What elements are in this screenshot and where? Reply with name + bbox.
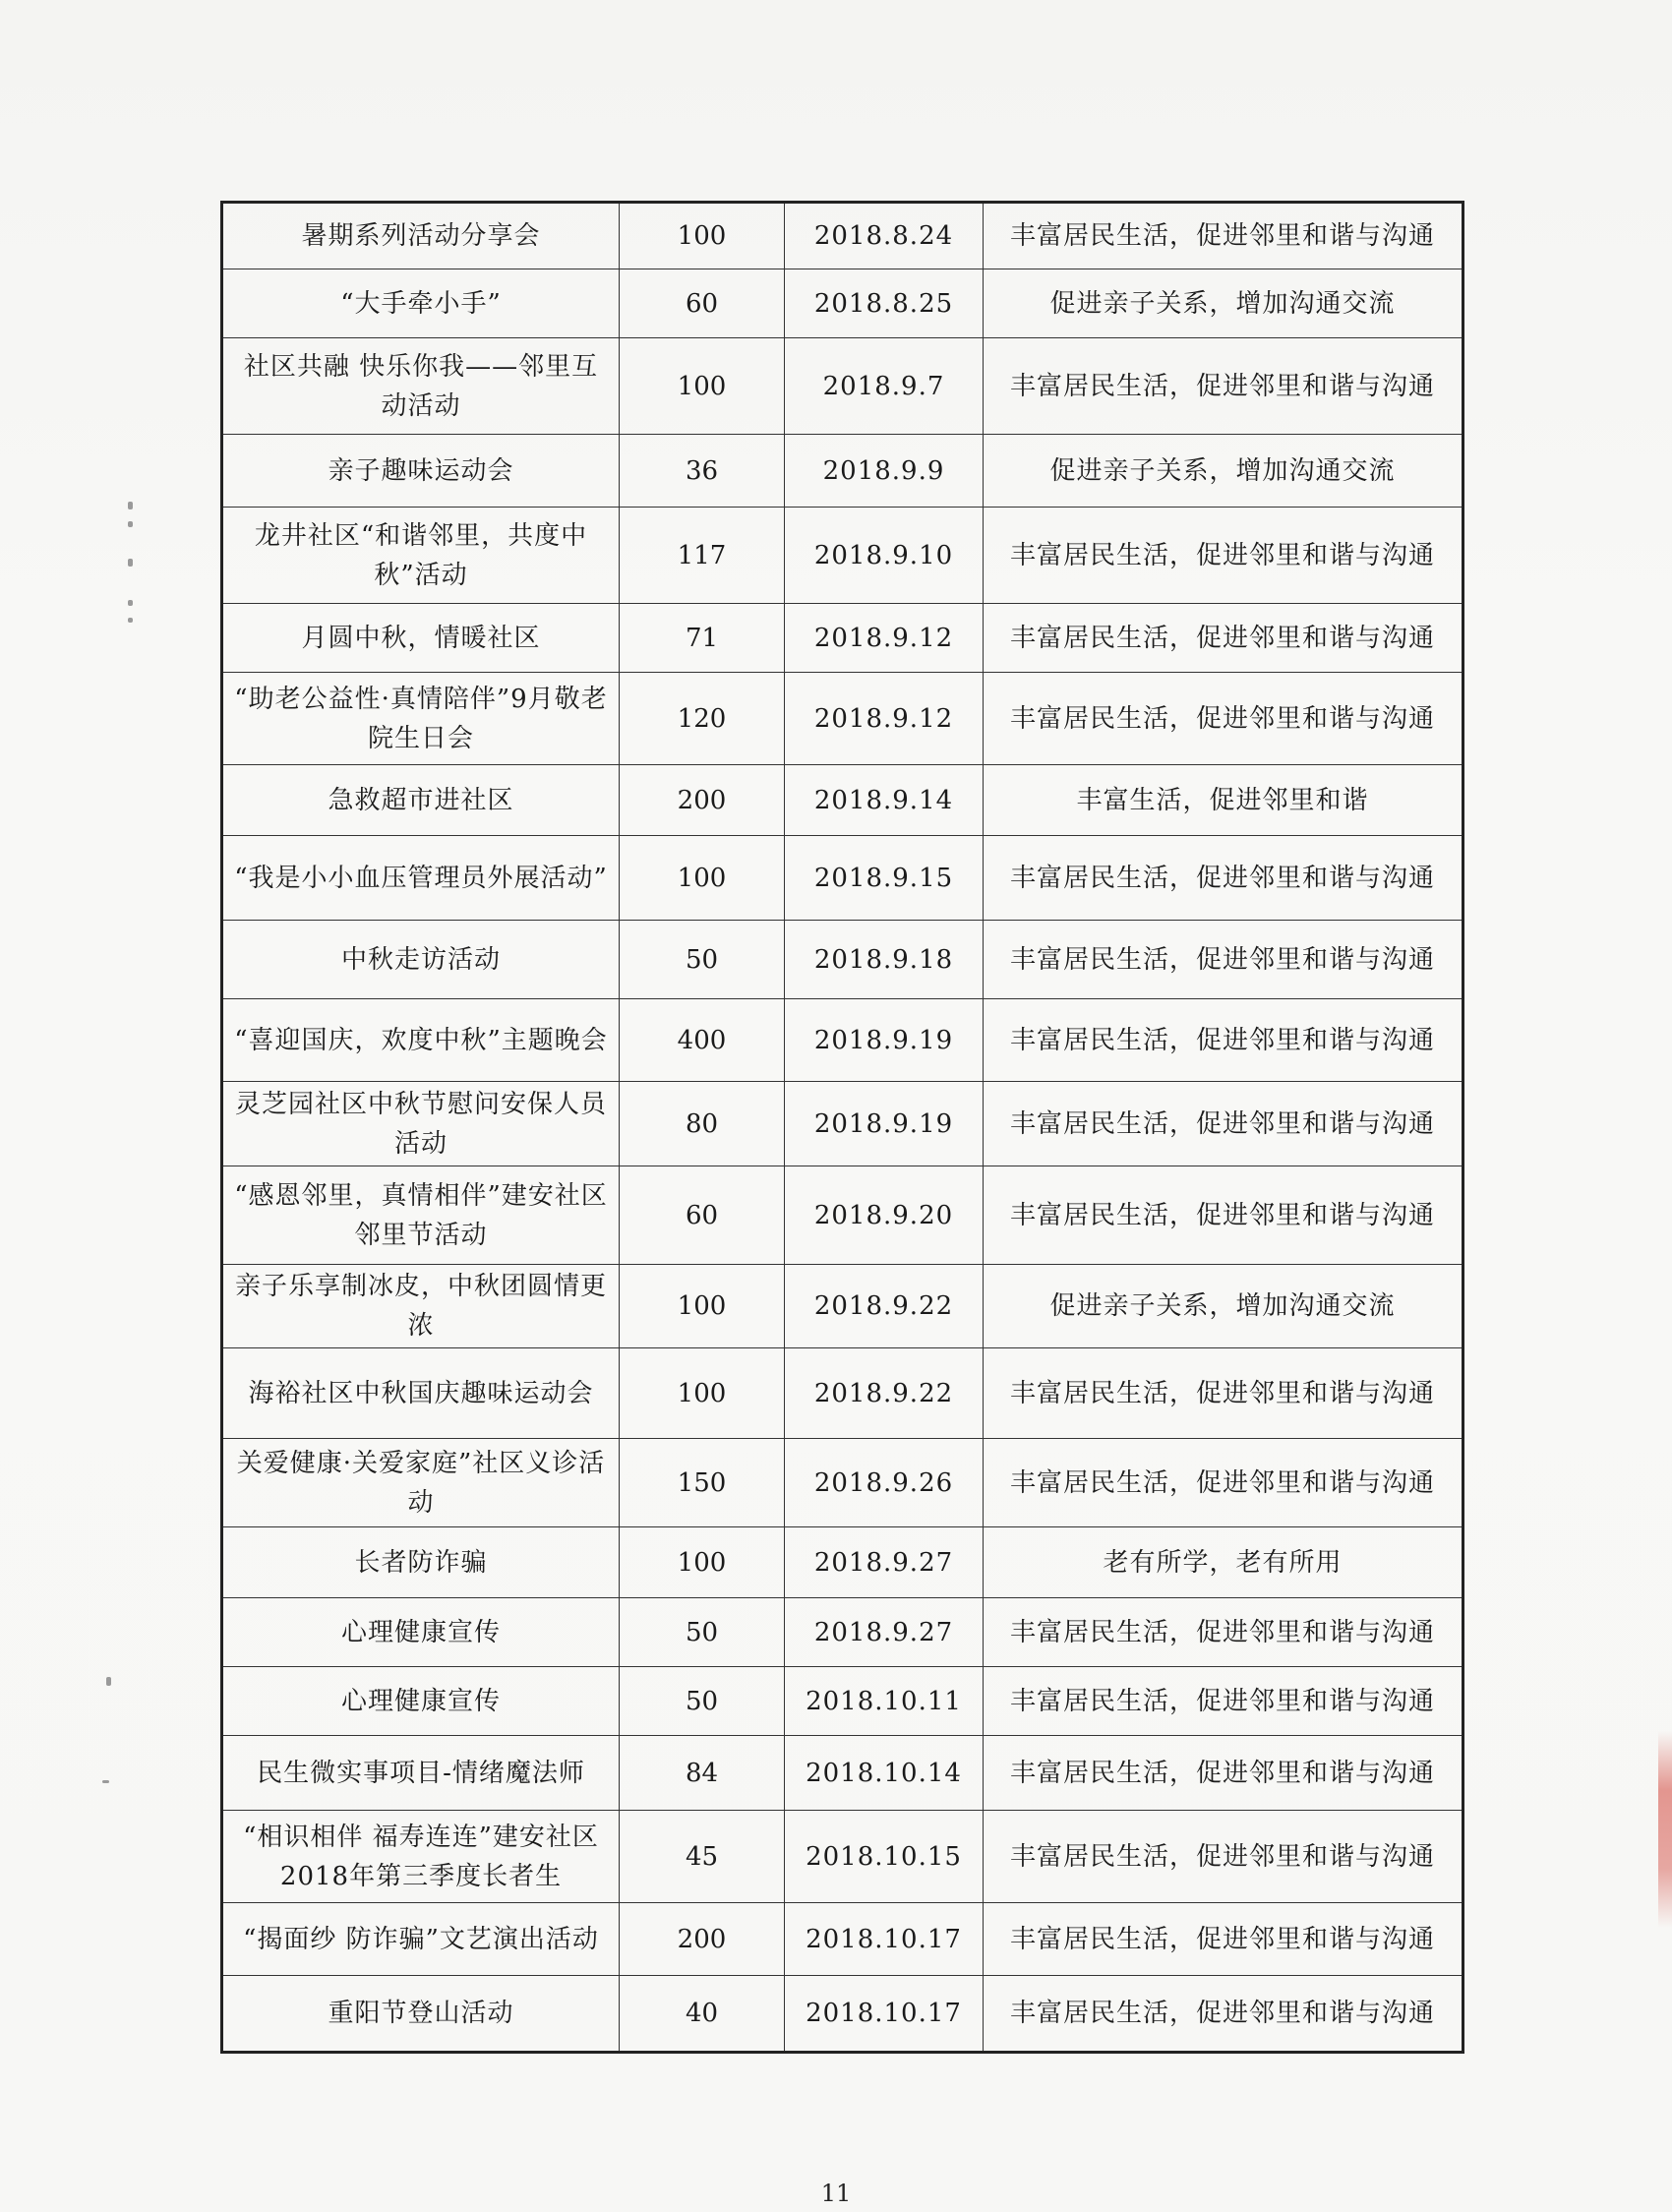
scan-mark [102,1780,109,1783]
activity-goal-cell: 丰富居民生活，促进邻里和谐与沟通 [984,604,1463,673]
activity-name-cell: 月圆中秋，情暖社区 [222,604,620,673]
activity-goal-cell: 丰富居民生活，促进邻里和谐与沟通 [984,1166,1463,1265]
table-row [222,765,1463,836]
activity-date-cell: 2018.9.26 [785,1439,984,1527]
table-row [222,836,1463,921]
scan-mark [128,521,133,527]
table-row [222,1348,1463,1439]
activity-name-cell: 亲子趣味运动会 [222,435,620,508]
activity-date-cell: 2018.8.24 [785,203,984,269]
scan-mark [128,600,133,606]
activity-date-cell: 2018.10.17 [785,1976,984,2053]
table-row [222,604,1463,673]
participant-count-cell: 150 [620,1439,785,1527]
activity-goal-cell: 丰富居民生活，促进邻里和谐与沟通 [984,1736,1463,1811]
table-row [222,673,1463,765]
activity-name-cell: 关爱健康·关爱家庭”社区义诊活动 [222,1439,620,1527]
activity-goal-cell: 丰富居民生活，促进邻里和谐与沟通 [984,836,1463,921]
table-row [222,1265,1463,1348]
activity-goal-cell: 丰富居民生活，促进邻里和谐与沟通 [984,1439,1463,1527]
participant-count-cell: 71 [620,604,785,673]
participant-count-cell: 36 [620,435,785,508]
activity-name-cell: “感恩邻里，真情相伴”建安社区邻里节活动 [222,1166,620,1265]
table-row [222,1598,1463,1667]
activity-date-cell: 2018.9.10 [785,508,984,604]
activity-goal-cell: 丰富居民生活，促进邻里和谐与沟通 [984,1811,1463,1903]
table-row [222,338,1463,435]
activity-name-cell: 海裕社区中秋国庆趣味运动会 [222,1348,620,1439]
table-row [222,1439,1463,1527]
activity-goal-cell: 促进亲子关系，增加沟通交流 [984,435,1463,508]
participant-count-cell: 117 [620,508,785,604]
activity-date-cell: 2018.9.14 [785,765,984,836]
participant-count-cell: 84 [620,1736,785,1811]
activity-date-cell: 2018.9.20 [785,1166,984,1265]
activity-goal-cell: 丰富居民生活，促进邻里和谐与沟通 [984,1348,1463,1439]
activity-name-cell: “助老公益性·真情陪伴”9月敬老院生日会 [222,673,620,765]
participant-count-cell: 100 [620,1265,785,1348]
participant-count-cell: 50 [620,1667,785,1736]
activity-goal-cell: 丰富居民生活，促进邻里和谐与沟通 [984,1598,1463,1667]
table-row [222,269,1463,338]
participant-count-cell: 100 [620,203,785,269]
activity-goal-cell: 丰富居民生活，促进邻里和谐与沟通 [984,508,1463,604]
activity-name-cell: 民生微实事项目-情绪魔法师 [222,1736,620,1811]
activity-name-cell: 中秋走访活动 [222,921,620,999]
activity-name-cell: 心理健康宣传 [222,1598,620,1667]
activity-date-cell: 2018.9.12 [785,604,984,673]
activity-date-cell: 2018.10.14 [785,1736,984,1811]
activity-goal-cell: 促进亲子关系，增加沟通交流 [984,1265,1463,1348]
activity-date-cell: 2018.9.27 [785,1598,984,1667]
activity-name-cell: “相识相伴 福寿连连”建安社区2018年第三季度长者生 [222,1811,620,1903]
activity-date-cell: 2018.9.27 [785,1527,984,1598]
table-row [222,921,1463,999]
scan-mark [128,502,133,509]
table-row [222,1903,1463,1976]
participant-count-cell: 200 [620,765,785,836]
participant-count-cell: 200 [620,1903,785,1976]
activity-name-cell: “我是小小血压管理员外展活动” [222,836,620,921]
participant-count-cell: 40 [620,1976,785,2053]
activity-goal-cell: 丰富居民生活，促进邻里和谐与沟通 [984,338,1463,435]
activity-date-cell: 2018.9.22 [785,1348,984,1439]
table-row [222,1082,1463,1166]
activity-goal-cell: 丰富居民生活，促进邻里和谐与沟通 [984,999,1463,1082]
activity-name-cell: 亲子乐享制冰皮，中秋团圆情更浓 [222,1265,620,1348]
activity-goal-cell: 老有所学，老有所用 [984,1527,1463,1598]
activity-date-cell: 2018.9.22 [785,1265,984,1348]
activity-name-cell: 暑期系列活动分享会 [222,203,620,269]
participant-count-cell: 45 [620,1811,785,1903]
table-row [222,999,1463,1082]
table-row [222,1811,1463,1903]
activity-goal-cell: 丰富居民生活，促进邻里和谐与沟通 [984,673,1463,765]
scan-mark [128,559,133,567]
table-row [222,1166,1463,1265]
table-row [222,203,1463,269]
table-row [222,435,1463,508]
activity-goal-cell: 丰富居民生活，促进邻里和谐与沟通 [984,1667,1463,1736]
activity-name-cell: 长者防诈骗 [222,1527,620,1598]
participant-count-cell: 80 [620,1082,785,1166]
activity-name-cell: 急救超市进社区 [222,765,620,836]
participant-count-cell: 400 [620,999,785,1082]
activity-date-cell: 2018.9.7 [785,338,984,435]
activity-name-cell: “揭面纱 防诈骗”文艺演出活动 [222,1903,620,1976]
activity-name-cell: “大手牵小手” [222,269,620,338]
activity-date-cell: 2018.10.11 [785,1667,984,1736]
activity-table [220,201,1464,2054]
participant-count-cell: 100 [620,836,785,921]
activity-name-cell: 心理健康宣传 [222,1667,620,1736]
activity-name-cell: 重阳节登山活动 [222,1976,620,2053]
activity-date-cell: 2018.10.17 [785,1903,984,1976]
activity-goal-cell: 丰富生活，促进邻里和谐 [984,765,1463,836]
red-stamp-edge [1658,1731,1672,1928]
participant-count-cell: 50 [620,1598,785,1667]
table-row [222,1667,1463,1736]
activity-name-cell: 灵芝园社区中秋节慰问安保人员活动 [222,1082,620,1166]
activity-date-cell: 2018.9.18 [785,921,984,999]
activity-goal-cell: 丰富居民生活，促进邻里和谐与沟通 [984,1082,1463,1166]
activity-date-cell: 2018.9.15 [785,836,984,921]
participant-count-cell: 60 [620,1166,785,1265]
table-row [222,1736,1463,1811]
table-row [222,1527,1463,1598]
scan-mark [128,618,133,623]
activity-goal-cell: 促进亲子关系，增加沟通交流 [984,269,1463,338]
activity-date-cell: 2018.8.25 [785,269,984,338]
activity-goal-cell: 丰富居民生活，促进邻里和谐与沟通 [984,921,1463,999]
participant-count-cell: 100 [620,338,785,435]
scan-mark [106,1677,111,1686]
activity-goal-cell: 丰富居民生活，促进邻里和谐与沟通 [984,1976,1463,2053]
table-row [222,1976,1463,2053]
participant-count-cell: 100 [620,1527,785,1598]
participant-count-cell: 60 [620,269,785,338]
activity-goal-cell: 丰富居民生活，促进邻里和谐与沟通 [984,203,1463,269]
page-number: 11 [820,2180,852,2207]
activity-date-cell: 2018.9.9 [785,435,984,508]
table-row [222,508,1463,604]
participant-count-cell: 50 [620,921,785,999]
activity-name-cell: 社区共融 快乐你我——邻里互动活动 [222,338,620,435]
activity-goal-cell: 丰富居民生活，促进邻里和谐与沟通 [984,1903,1463,1976]
activity-date-cell: 2018.10.15 [785,1811,984,1903]
activity-name-cell: 龙井社区“和谐邻里，共度中秋”活动 [222,508,620,604]
activity-date-cell: 2018.9.19 [785,1082,984,1166]
participant-count-cell: 100 [620,1348,785,1439]
activity-name-cell: “喜迎国庆，欢度中秋”主题晚会 [222,999,620,1082]
activity-date-cell: 2018.9.19 [785,999,984,1082]
activity-date-cell: 2018.9.12 [785,673,984,765]
participant-count-cell: 120 [620,673,785,765]
